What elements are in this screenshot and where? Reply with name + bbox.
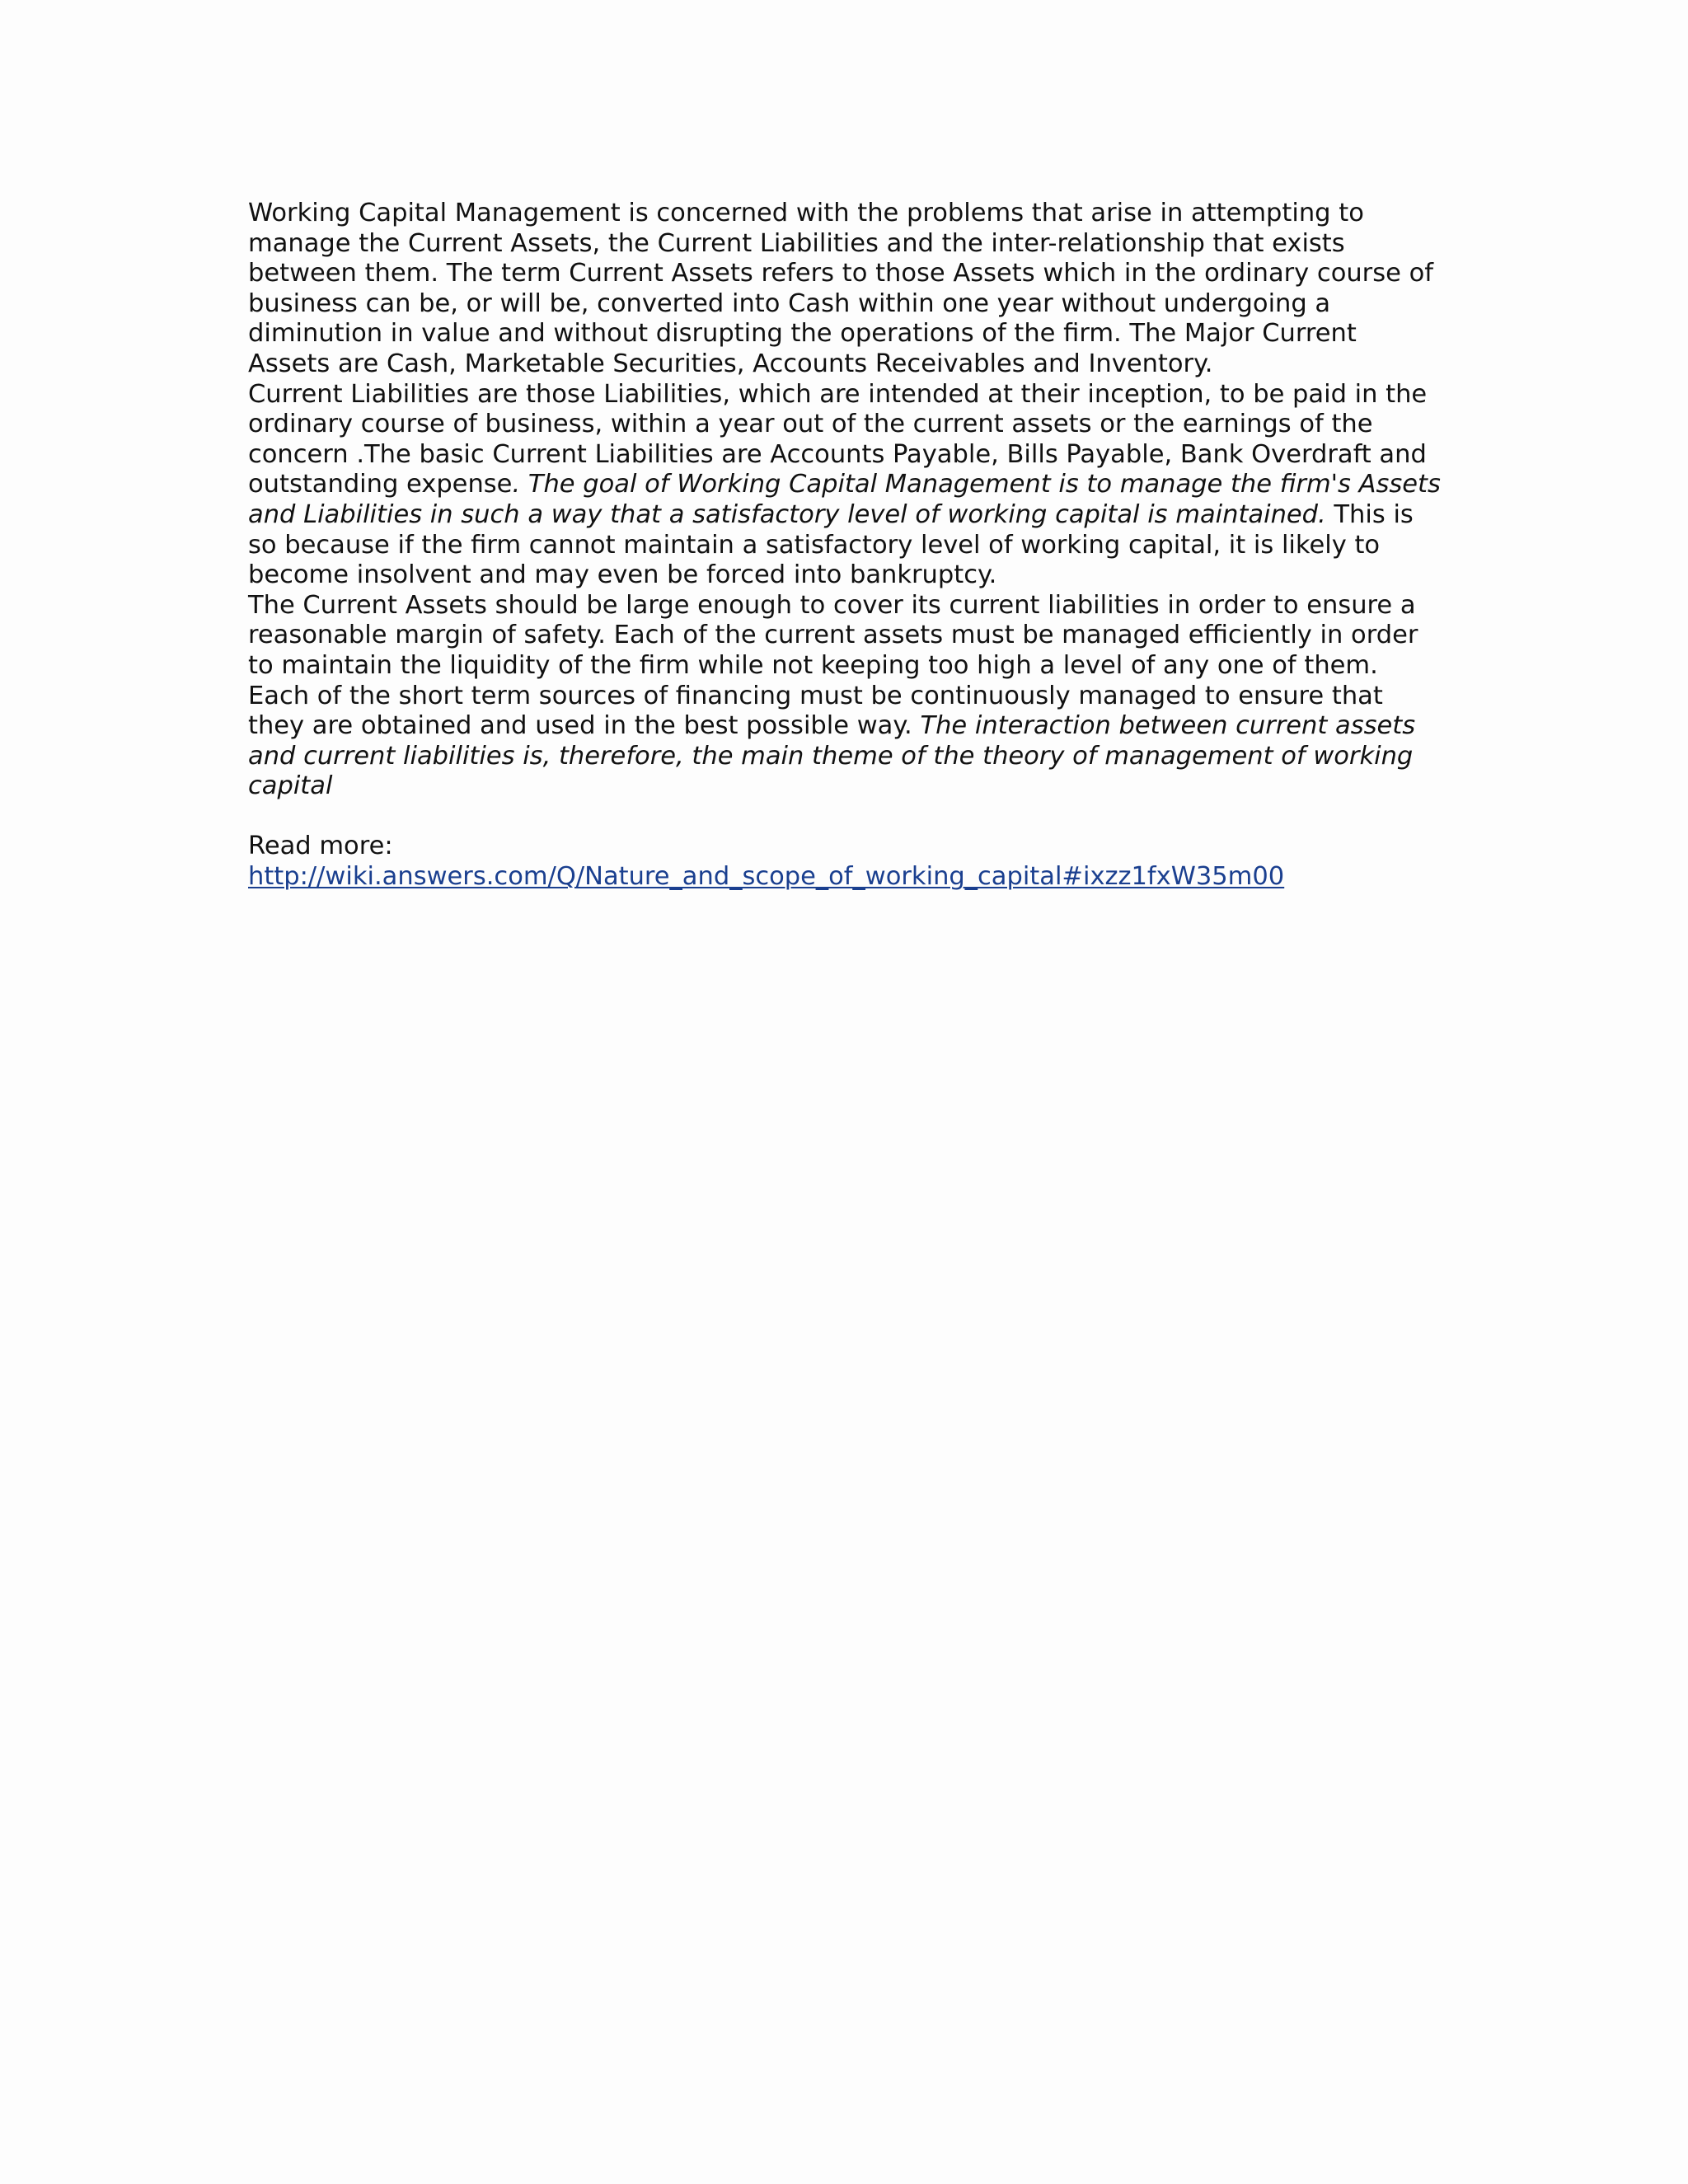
read-more-line — [248, 862, 1443, 893]
document-body — [248, 199, 1443, 893]
paragraph-spacer — [248, 802, 1443, 832]
read-more-link[interactable]: http://wiki.answers.com/Q/Nature_and_scope_of_working_capital#ixzz1fxW35m00 — [248, 862, 1285, 892]
paragraph-current-liabilities-text: Current Liabilities are those Liabilities, which are intended at their inception, to be paid in the ordinary course of business, within a year out of the current assets or the earnings of the concern .The basic Current Liabilities are Accounts Payable, Bills Payable, Bank Overdraft and outstanding expense — [248, 379, 1428, 499]
paragraph-current-liabilities-goal: . The goal of Working Capital Management is to manage the firm's Assets and Liabilities in such a way that a satisfactory level of working capital is maintained. — [248, 470, 1441, 529]
paragraph-working-capital-intro: Working Capital Management is concerned with the problems that arise in attempting to manage the Current Assets, the Current Liabilities and the inter-relationship that exists between them. The term Current Assets refers to those Assets which in the ordinary course of business can be, or will be, converted into Cash within one year without undergoing a diminution in value and without disrupting the operations of the firm. The Major Current Assets are Cash, Marketable Securities, Accounts Receivables and Inventory. — [248, 199, 1433, 378]
paragraph-current-liabilities-consequence: This is so because if the firm cannot maintain a satisfactory level of working capital, it is likely to become insolvent and may even be forced into bankruptcy. — [248, 499, 1414, 590]
paragraph-current-assets-theme: The interaction between current assets and current liabilities is, therefore, the main theme of the theory of management of working capital — [248, 711, 1416, 801]
paragraph-current-assets-safety — [248, 591, 1443, 802]
paragraph-current-assets-text: The Current Assets should be large enough to cover its current liabilities in order to ensure a reasonable margin of safety. Each of the current assets must be managed efficiently in order to maintain the liquidity of the firm while not keeping too high a level of any one of them. Each of the short term sources of financing must be continuously managed to ensure that they are obtained and used in the best possible way. — [248, 590, 1418, 741]
paragraph-current-liabilities — [248, 380, 1443, 591]
read-more-label: Read more: — [248, 832, 393, 861]
